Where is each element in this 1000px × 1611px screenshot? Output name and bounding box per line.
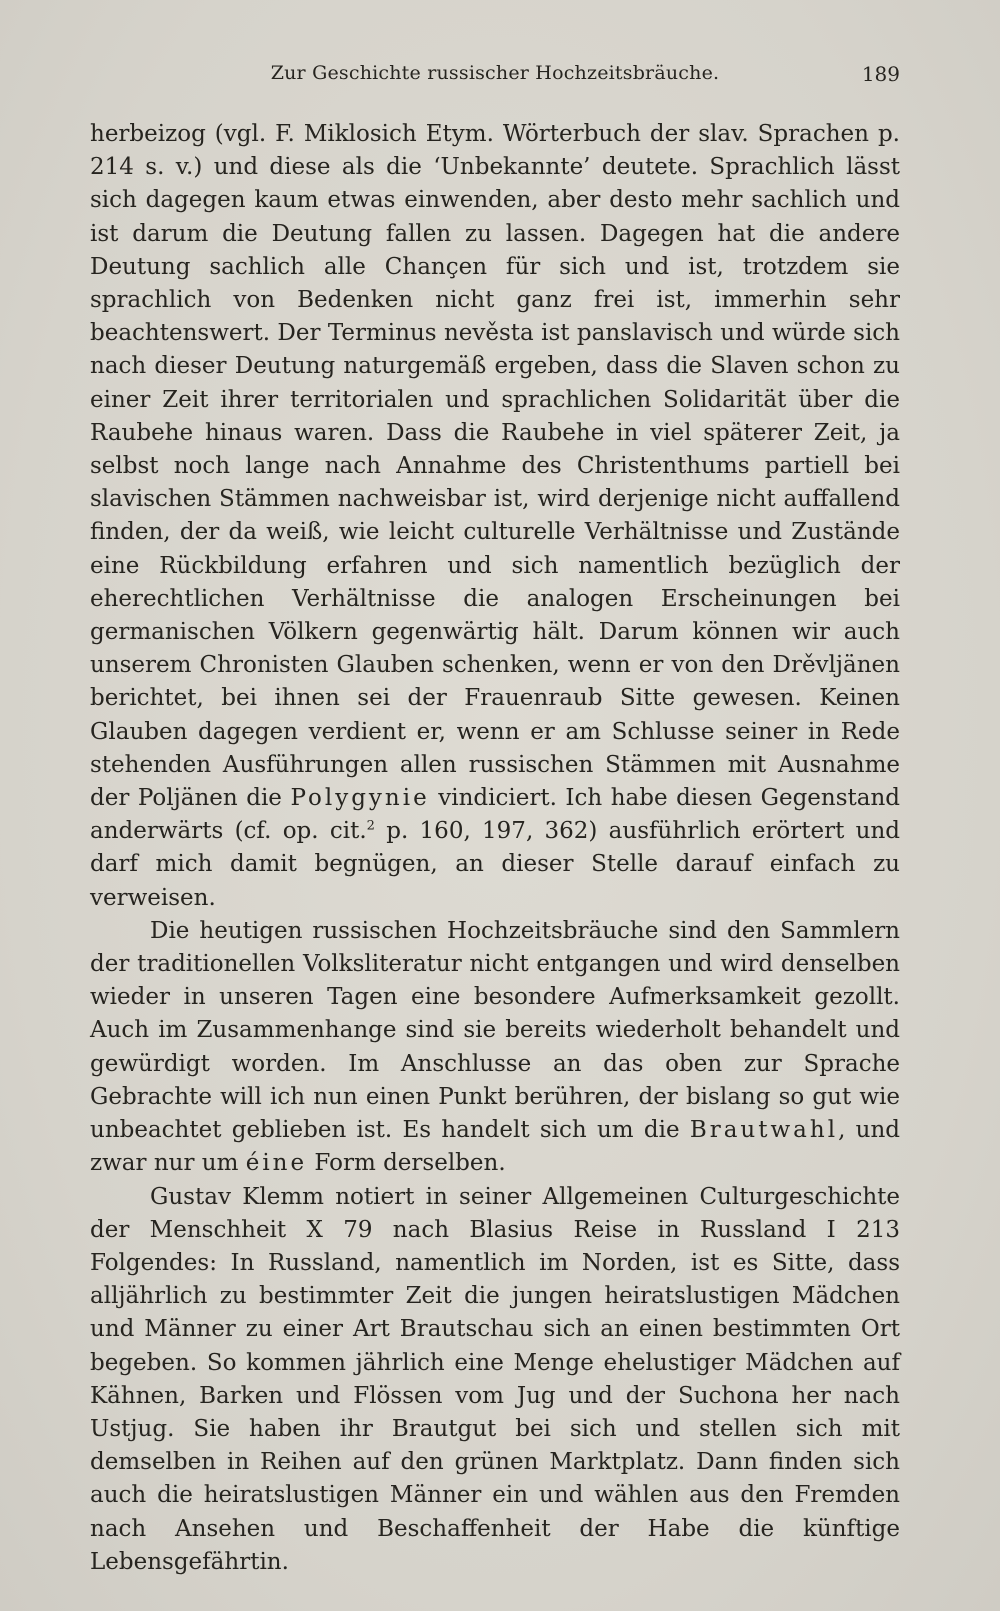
running-head: Zur Geschichte russischer Hochzeitsbräuche.	[270, 62, 720, 84]
paragraph-1	[90, 118, 900, 915]
page-number: 189	[861, 62, 900, 86]
page-header	[90, 62, 900, 92]
page-body	[90, 118, 900, 1579]
footnote-superscript: 2	[366, 818, 375, 834]
emphasis-brautwahl: Brautwahl	[689, 1117, 839, 1144]
emphasis-polygynie: Polygynie	[290, 785, 430, 812]
paragraph-2-text-c: Form derselben.	[314, 1150, 506, 1177]
paragraph-2-text-a: Die heutigen russischen Hochzeitsbräuche sind den Sammlern der traditionellen Volksliteratur nicht entgangen und wird denselben wieder in unseren Tagen eine besondere Aufmerksamkeit gezollt. Auch im Zusammenhange sind sie bereits wiederholt behandelt und gewürdigt worden. Im Anschlusse an das oben zur Sprache Gebrachte will ich nun einen Punkt berühren, der bislang so gut wie unbeachtet geblieben ist. Es handelt sich um die	[90, 917, 900, 1144]
paragraph-3	[90, 1181, 900, 1579]
emphasis-eine: éine	[245, 1150, 308, 1177]
paragraph-2-text-b: , und zwar nur um	[90, 1117, 900, 1177]
paragraph-1-text-b: vindiciert. Ich habe diesen Gegenstand anderwärts (cf. op. cit.	[90, 785, 901, 845]
paragraph-2	[90, 915, 900, 1181]
paragraph-3-text: Gustav Klemm notiert in seiner Allgemeinen Culturgeschichte der Menschheit X 79 nach Blasius Reise in Russland I 213 Folgendes: In Russland, namentlich im Norden, ist es Sitte, dass alljährlich zu bestimmter Zeit die jungen heiratslustigen Mädchen und Männer zu einer Art Brautschau sich an einen bestimmten Ort begeben. So kommen jährlich eine Menge ehelustiger Mädchen auf Kähnen, Barken und Flössen vom Jug und der Suchona her nach Ustjug. Sie haben ihr Brautgut bei sich und stellen sich mit demselben in Reihen auf den grünen Marktplatz. Dann finden sich auch die heiratslustigen Männer ein und wählen aus den Fremden nach Ansehen und Beschaffenheit der Habe die künftige Lebensgefährtin.	[90, 1183, 900, 1575]
paragraph-1-text-c: p. 160, 197, 362) ausführlich erörtert und darf mich damit begnügen, an dieser Stelle darauf einfach zu verweisen.	[90, 818, 900, 911]
paragraph-1-text-a: herbeizog (vgl. F. Miklosich Etym. Wörterbuch der slav. Sprachen p. 214 s. v.) und diese als die ‘Unbekannte’ deutete. Sprachlich lässt sich dagegen kaum etwas einwenden, aber desto mehr sachlich und ist darum die Deutung fallen zu lassen. Dagegen hat die andere Deutung sachlich alle Chançen für sich und ist, trotzdem sie sprachlich von Bedenken nicht ganz frei ist, immerhin sehr beachtenswert. Der Terminus nevěsta ist panslavisch und würde sich nach dieser Deutung naturgemäß ergeben, dass die Slaven schon zu einer Zeit ihrer territorialen und sprachlichen Solidarität über die Raubehe hinaus waren. Dass die Raubehe in viel späterer Zeit, ja selbst noch lange nach Annahme des Christenthums partiell bei slavischen Stämmen nachweisbar ist, wird derjenige nicht auffallend finden, der da weiß, wie leicht culturelle Verhältnisse und Zustände eine Rückbildung erfahren und sich namentlich bezüglich der eherechtlichen Verhältnisse die analogen Erscheinungen bei germanischen Völkern gegenwärtig hält. Darum können wir auch unserem Chronisten Glauben schenken, wenn er von den Drěvljänen berichtet, bei ihnen sei der Frauenraub Sitte gewesen. Keinen Glauben dagegen verdient er, wenn er am Schlusse seiner in Rede stehenden Ausführungen allen russischen Stämmen mit Ausnahme der Poljänen die	[90, 121, 900, 812]
